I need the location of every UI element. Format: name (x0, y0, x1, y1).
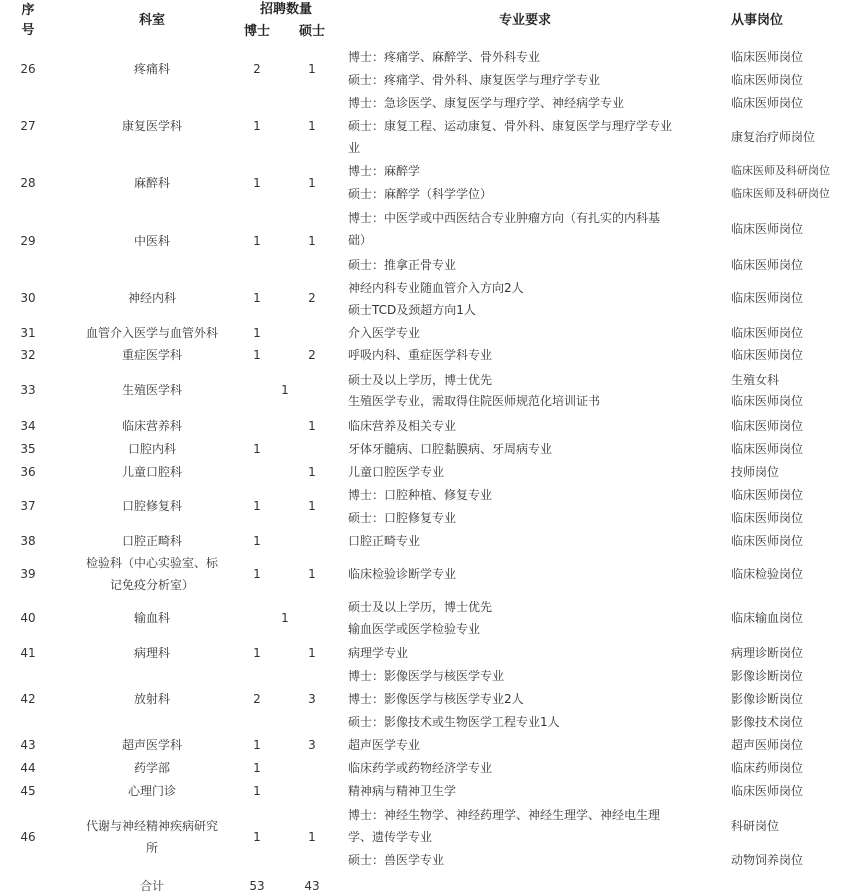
row-master-count: 2 (308, 291, 316, 305)
row-requirement: 硕士：影像技术或生物医学工程专业1人 (348, 715, 560, 729)
row-phd-count: 1 (253, 784, 261, 798)
row-post: 临床医师岗位 (731, 419, 804, 433)
row-phd-count: 1 (253, 646, 261, 660)
row-requirement: 博士：急诊医学、康复医学与理疗学、神经病学专业 (348, 96, 625, 110)
row-seq: 44 (20, 761, 36, 775)
row-seq: 41 (20, 646, 36, 660)
row-master-count: 1 (308, 234, 316, 248)
row-post: 临床输血岗位 (731, 611, 804, 625)
row-dept: 口腔修复科 (121, 499, 182, 513)
row-requirement: 博士：口腔种植、修复专业 (348, 488, 493, 502)
row-requirement: 硕士及以上学历，博士优先 (348, 600, 493, 614)
row-post: 超声医师岗位 (731, 738, 804, 752)
row-seq: 28 (20, 176, 36, 190)
row-requirement: 生殖医学专业，需取得住院医师规范化培训证书 (348, 394, 601, 408)
row-post: 临床医师岗位 (731, 73, 804, 87)
row-post: 临床药师岗位 (731, 761, 804, 775)
header-quota: 招聘数量 (259, 2, 312, 17)
row-post: 临床医师岗位 (731, 326, 804, 340)
row-post: 临床医师岗位 (731, 488, 804, 502)
row-dept-line: 检验科（中心实验室、标 (85, 556, 218, 570)
row-post: 科研岗位 (731, 819, 780, 833)
row-requirement: 学、遗传学专业 (348, 830, 433, 844)
row-requirement: 博士：影像医学与核医学专业2人 (348, 692, 524, 706)
row-requirement: 呼吸内科、重症医学科专业 (348, 348, 493, 362)
row-post: 临床医师岗位 (731, 442, 804, 456)
header-seq-top: 序 (21, 3, 35, 18)
header-requirement: 专业要求 (499, 13, 552, 28)
row-dept: 输血科 (133, 611, 170, 625)
row-phd-count: 1 (253, 567, 261, 581)
row-dept: 生殖医学科 (121, 383, 182, 397)
header-seq-bottom: 号 (21, 23, 35, 38)
row-post: 生殖女科 (731, 373, 780, 387)
row-requirement: 硕士：推拿正骨专业 (348, 258, 457, 272)
row-requirement: 硕士：麻醉学（科学学位） (348, 187, 493, 201)
row-dept: 疼痛科 (133, 62, 170, 76)
row-seq: 32 (20, 348, 36, 362)
row-requirement: 硕士：口腔修复专业 (348, 511, 457, 525)
row-seq: 42 (20, 692, 36, 706)
row-dept: 心理门诊 (127, 784, 176, 798)
row-requirement: 硕士：疼痛学、骨外科、康复医学与理疗学专业 (348, 73, 601, 87)
row-dept: 神经内科 (127, 291, 176, 305)
row-seq: 45 (20, 784, 36, 798)
row-dept-line: 代谢与神经精神疾病研究 (85, 819, 218, 833)
row-requirement: 口腔正畸专业 (348, 534, 421, 548)
row-seq: 36 (20, 465, 36, 479)
row-phd-count: 1 (253, 442, 261, 456)
row-master-count: 2 (308, 348, 316, 362)
row-requirement: 输血医学或医学检验专业 (348, 622, 481, 636)
total-label: 合计 (139, 879, 164, 893)
row-dept: 口腔正畸科 (121, 534, 182, 548)
row-post: 临床检验岗位 (731, 567, 804, 581)
row-requirement: 病理学专业 (348, 646, 409, 660)
row-seq: 33 (20, 383, 36, 397)
header-phd: 博士 (243, 24, 270, 39)
row-dept: 重症医学科 (121, 348, 182, 362)
row-dept-line: 记免疫分析室） (109, 578, 194, 592)
total-phd: 53 (249, 879, 265, 893)
row-post: 康复治疗师岗位 (731, 130, 816, 144)
row-post: 技师岗位 (731, 465, 780, 479)
row-post: 影像诊断岗位 (731, 692, 804, 706)
row-master-count: 3 (308, 692, 316, 706)
row-dept-line: 所 (145, 841, 158, 855)
row-post: 临床医师岗位 (731, 511, 804, 525)
row-master-count: 1 (308, 465, 316, 479)
row-phd-count: 2 (253, 62, 261, 76)
row-requirement: 临床检验诊断学专业 (348, 567, 457, 581)
row-post: 动物饲养岗位 (731, 853, 804, 867)
row-seq: 39 (20, 567, 36, 581)
header-post: 从事岗位 (731, 13, 784, 28)
row-seq: 27 (20, 119, 36, 133)
header-master: 硕士 (298, 24, 325, 39)
row-requirement: 神经内科专业随血管介入方向2人 (348, 281, 524, 295)
row-seq: 37 (20, 499, 36, 513)
row-phd-count: 1 (253, 291, 261, 305)
row-post: 临床医师岗位 (731, 534, 804, 548)
row-post: 临床医师岗位 (731, 394, 804, 408)
row-requirement: 业 (348, 141, 361, 155)
row-phd-count: 1 (253, 761, 261, 775)
row-post: 临床医师岗位 (731, 50, 804, 64)
row-requirement: 硕士：兽医学专业 (348, 853, 445, 867)
row-dept: 口腔内科 (127, 442, 176, 456)
row-dept: 中医科 (133, 234, 170, 248)
row-phd-count: 1 (253, 738, 261, 752)
row-seq: 38 (20, 534, 36, 548)
row-phd-count: 2 (253, 692, 261, 706)
header-dept: 科室 (138, 13, 165, 28)
row-master-count: 1 (308, 646, 316, 660)
row-requirement: 博士：中医学或中西医结合专业肿瘤方向（有扎实的内科基 (348, 211, 661, 225)
row-dept: 儿童口腔科 (121, 465, 182, 479)
row-post: 临床医师及科研岗位 (731, 164, 830, 177)
row-master-count: 1 (308, 567, 316, 581)
row-master-count: 3 (308, 738, 316, 752)
row-post: 临床医师岗位 (731, 291, 804, 305)
row-post: 影像技术岗位 (731, 715, 804, 729)
row-seq: 43 (20, 738, 36, 752)
row-master-count: 1 (308, 419, 316, 433)
row-seq: 46 (20, 830, 36, 844)
row-seq: 26 (20, 62, 36, 76)
row-master-count: 1 (308, 119, 316, 133)
row-phd-count: 1 (253, 348, 261, 362)
row-post: 临床医师岗位 (731, 222, 804, 236)
row-dept: 病理科 (133, 646, 170, 660)
row-phd-count: 1 (253, 534, 261, 548)
row-requirement: 础） (348, 233, 373, 247)
row-requirement: 博士：影像医学与核医学专业 (348, 669, 505, 683)
row-dept: 放射科 (133, 692, 170, 706)
row-requirement: 超声医学专业 (348, 738, 421, 752)
row-requirement: 硕士TCD及颈超方向1人 (348, 303, 476, 317)
row-seq: 35 (20, 442, 36, 456)
row-seq: 29 (20, 234, 36, 248)
row-dept: 血管介入医学与血管外科 (85, 326, 218, 340)
row-post: 临床医师岗位 (731, 258, 804, 272)
row-requirement: 临床营养及相关专业 (348, 419, 457, 433)
row-post: 影像诊断岗位 (731, 669, 804, 683)
row-combined-count: 1 (281, 611, 289, 625)
row-post: 临床医师及科研岗位 (731, 187, 830, 200)
row-master-count: 1 (308, 499, 316, 513)
row-requirement: 临床药学或药物经济学专业 (348, 761, 493, 775)
row-dept: 康复医学科 (121, 119, 182, 133)
row-requirement: 介入医学专业 (348, 326, 421, 340)
row-requirement: 儿童口腔医学专业 (348, 465, 445, 479)
row-phd-count: 1 (253, 119, 261, 133)
row-post: 病理诊断岗位 (731, 646, 804, 660)
row-requirement: 博士：疼痛学、麻醉学、骨外科专业 (348, 50, 541, 64)
row-post: 临床医师岗位 (731, 348, 804, 362)
row-post: 临床医师岗位 (731, 96, 804, 110)
row-master-count: 1 (308, 176, 316, 190)
row-master-count: 1 (308, 830, 316, 844)
row-requirement: 硕士及以上学历，博士优先 (348, 373, 493, 387)
row-requirement: 博士：神经生物学、神经药理学、神经生理学、神经电生理 (348, 808, 661, 822)
row-phd-count: 1 (253, 326, 261, 340)
row-dept: 药学部 (133, 761, 170, 775)
row-dept: 临床营养科 (121, 419, 182, 433)
row-requirement: 牙体牙髓病、口腔黏膜病、牙周病专业 (348, 442, 553, 456)
row-combined-count: 1 (281, 383, 289, 397)
total-master: 43 (304, 879, 320, 893)
row-requirement: 精神病与精神卫生学 (348, 784, 457, 798)
row-seq: 34 (20, 419, 36, 433)
row-master-count: 1 (308, 62, 316, 76)
row-post: 临床医师岗位 (731, 784, 804, 798)
row-dept: 麻醉科 (133, 176, 170, 190)
row-phd-count: 1 (253, 176, 261, 190)
row-seq: 30 (20, 291, 36, 305)
row-requirement: 博士：麻醉学 (348, 164, 421, 178)
row-phd-count: 1 (253, 234, 261, 248)
row-dept: 超声医学科 (121, 738, 182, 752)
row-phd-count: 1 (253, 830, 261, 844)
row-requirement: 硕士：康复工程、运动康复、骨外科、康复医学与理疗学专业 (348, 119, 673, 133)
row-phd-count: 1 (253, 499, 261, 513)
row-seq: 40 (20, 611, 36, 625)
row-seq: 31 (20, 326, 36, 340)
